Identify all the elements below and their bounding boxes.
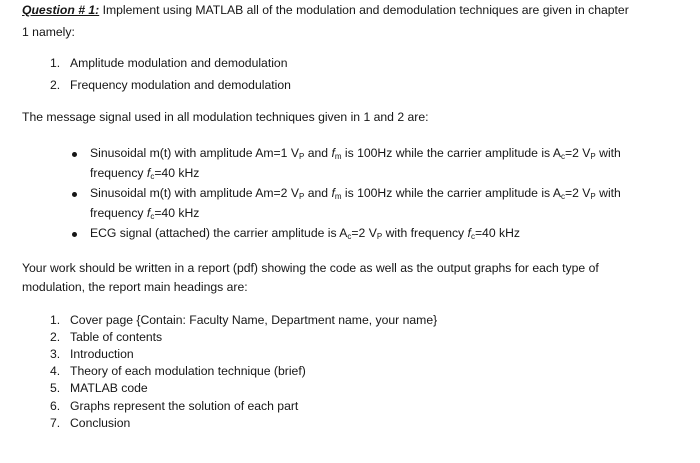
question-label: Question # 1:: [22, 3, 100, 17]
heading-item-number: 1.: [50, 313, 61, 327]
heading-item-number: 5.: [50, 381, 61, 395]
signal-1-line-2: frequency $f_c=40$ kHz: [90, 166, 200, 181]
chapter-item-text: Amplitude modulation and demodulation: [70, 56, 288, 70]
heading-item-number: 7.: [50, 416, 61, 430]
heading-item: [50, 329, 162, 346]
heading-item-text: Introduction: [70, 347, 134, 361]
heading-item: [50, 398, 298, 415]
message-intro: The message signal used in all modulation techniques given in 1 and 2 are:: [22, 110, 429, 124]
chapter-item: [50, 77, 291, 94]
bullet-icon: [72, 192, 77, 197]
heading-item-text: MATLAB code: [70, 381, 148, 395]
heading-item: [50, 415, 130, 432]
heading-item: [50, 363, 306, 380]
report-line-1: Your work should be written in a report (pdf) showing the code as well as the output graphs for each type of: [22, 261, 599, 275]
question-line-2: 1 namely:: [22, 25, 75, 39]
signal-1-line-1: Sinusoidal m(t) with amplitude Am=1 $V_P$ and $f_m$ is 100Hz while the carrier amplitude is $A_c=2$ $V_P$ with: [90, 146, 621, 161]
heading-item-text: Theory of each modulation technique (brief): [70, 364, 306, 378]
heading-item: [50, 312, 437, 329]
question-line-1: [22, 2, 629, 19]
chapter-item-text: Frequency modulation and demodulation: [70, 78, 291, 92]
signal-2-line-2: frequency $f_c=40$ kHz: [90, 206, 200, 221]
chapter-item-number: 2.: [50, 78, 61, 92]
heading-item-text: Conclusion: [70, 416, 131, 430]
chapter-item-number: 1.: [50, 56, 61, 70]
heading-item: [50, 346, 134, 363]
bullet-icon: [72, 152, 77, 157]
heading-item-text: Cover page {Contain: Faculty Name, Department name, your name}: [70, 313, 438, 327]
question-text: Implement using MATLAB all of the modulation and demodulation techniques are given in chapter: [99, 3, 629, 17]
heading-item-number: 6.: [50, 399, 61, 413]
chapter-item: [50, 55, 288, 72]
report-line-2: modulation, the report main headings are:: [22, 280, 248, 294]
heading-item-text: Table of contents: [70, 330, 163, 344]
signal-2-line-1: Sinusoidal m(t) with amplitude Am=2 $V_P$ and $f_m$ is 100Hz while the carrier amplitude is $A_c=2$ $V_P$ with: [90, 186, 621, 201]
heading-item-number: 2.: [50, 330, 61, 344]
bullet-icon: [72, 232, 77, 237]
signal-3-line-1: ECG signal (attached) the carrier amplitude is $A_c=2$ $V_P$ with frequency $f_c=40$ kHz: [90, 226, 520, 241]
heading-item-number: 4.: [50, 364, 61, 378]
heading-item-text: Graphs represent the solution of each part: [70, 399, 299, 413]
heading-item: [50, 380, 148, 397]
heading-item-number: 3.: [50, 347, 61, 361]
